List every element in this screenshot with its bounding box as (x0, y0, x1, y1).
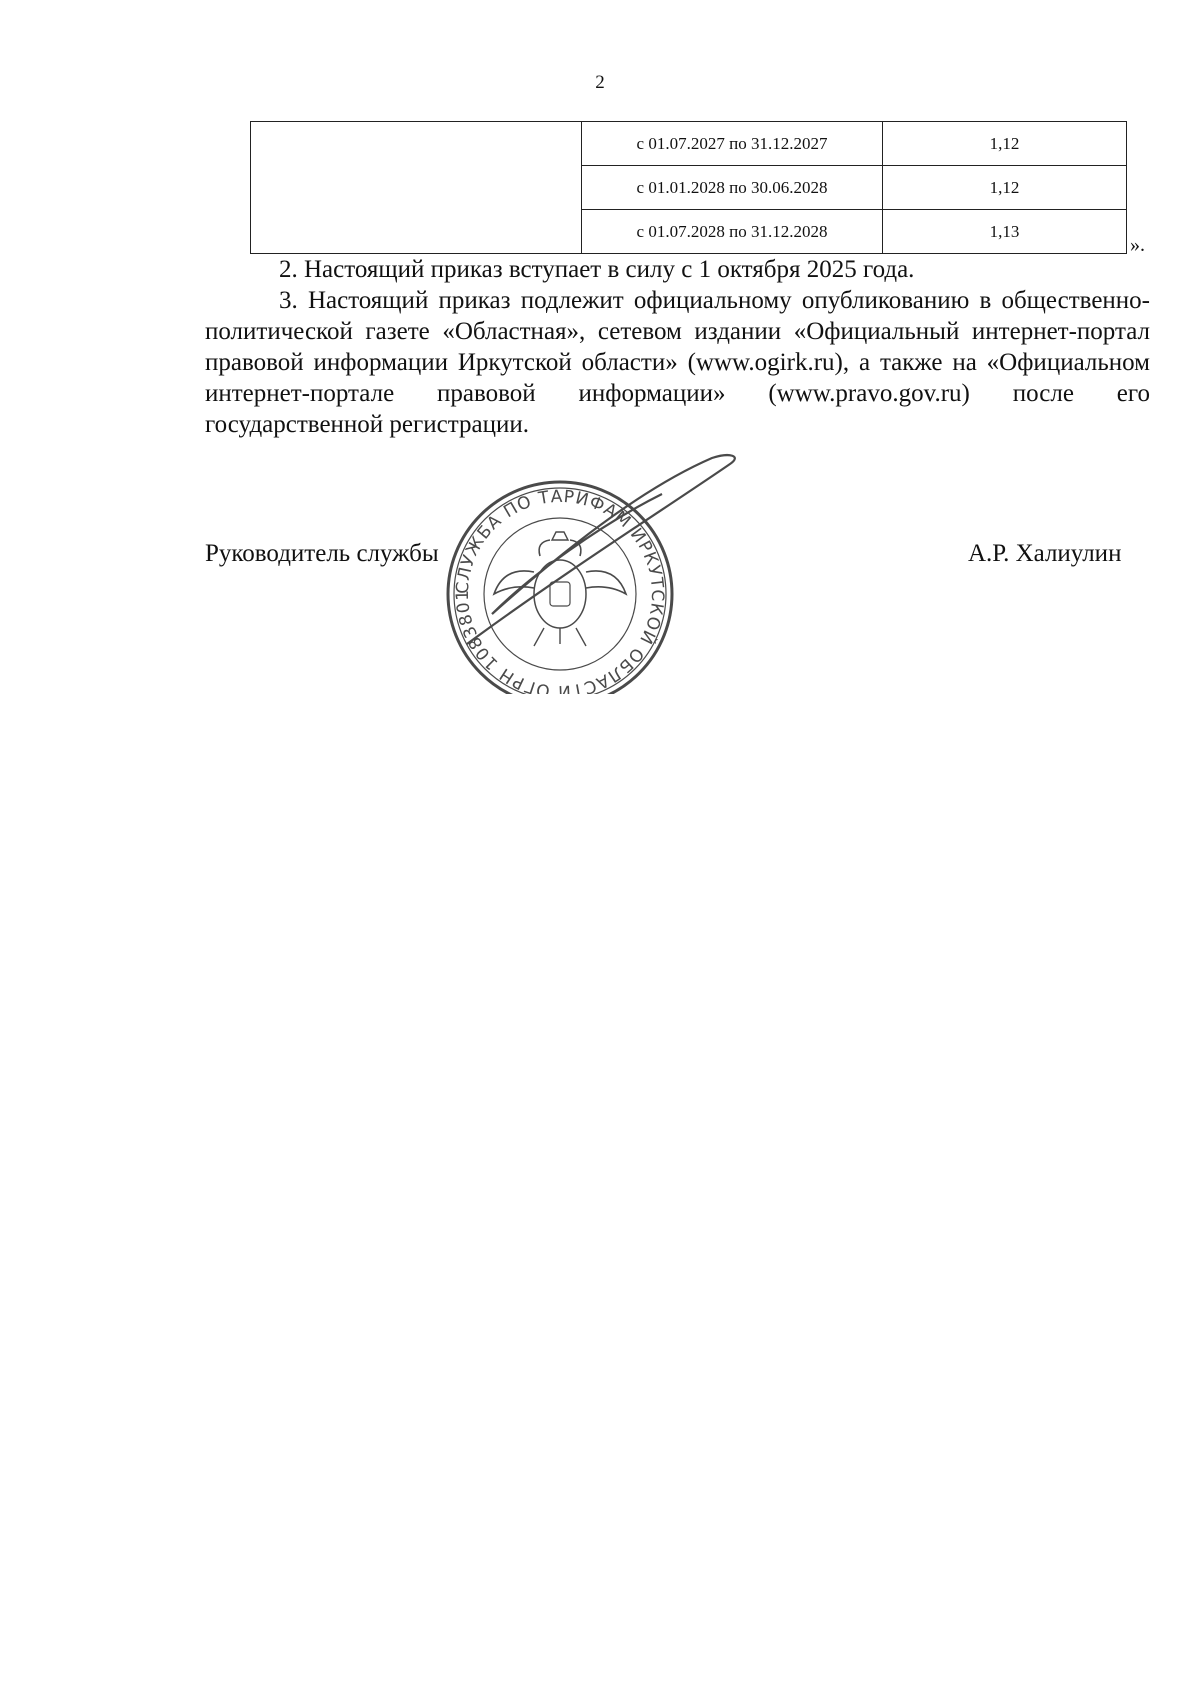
table-row (251, 122, 1127, 166)
table-coefficient-cell: 1,12 (883, 122, 1127, 166)
paragraph-effective-date: 2. Настоящий приказ вступает в силу с 1 октября 2025 года. (279, 256, 915, 283)
table-period-cell: с 01.07.2027 по 31.12.2027 (582, 122, 883, 166)
tariff-table (250, 121, 1127, 254)
table-coefficient-cell: 1,13 (883, 210, 1127, 254)
table-period-cell: с 01.01.2028 по 30.06.2028 (582, 166, 883, 210)
seal-outer-text: СЛУЖБА ПО ТАРИФАМ ИРКУТСКОЙ ОБЛАСТИ ОГРН 1083801 (452, 486, 668, 694)
eagle-emblem-icon (494, 532, 626, 646)
signature-scribble (467, 455, 735, 644)
official-seal (412, 444, 812, 694)
table-empty-cell (251, 122, 582, 254)
table-coefficient-cell: 1,12 (883, 166, 1127, 210)
seal-graphic (412, 444, 812, 694)
signer-title: Руководитель службы (205, 540, 439, 567)
signer-name: А.Р. Халиулин (968, 540, 1122, 567)
paragraph-publication: 3. Настоящий приказ подлежит официальному опубликованию в общественно-политической газете «Областная», сетевом издании «Официальный интернет-портал правовой информации Иркутской области» (www.ogirk.ru), а также на «Официальном интернет-портале правовой информации» (www.pravo.gov.ru) после его государственной регистрации. (205, 287, 1150, 438)
page-number: 2 (595, 72, 605, 93)
table-closing-mark: ». (1130, 234, 1145, 256)
table-period-cell: с 01.07.2028 по 31.12.2028 (582, 210, 883, 254)
